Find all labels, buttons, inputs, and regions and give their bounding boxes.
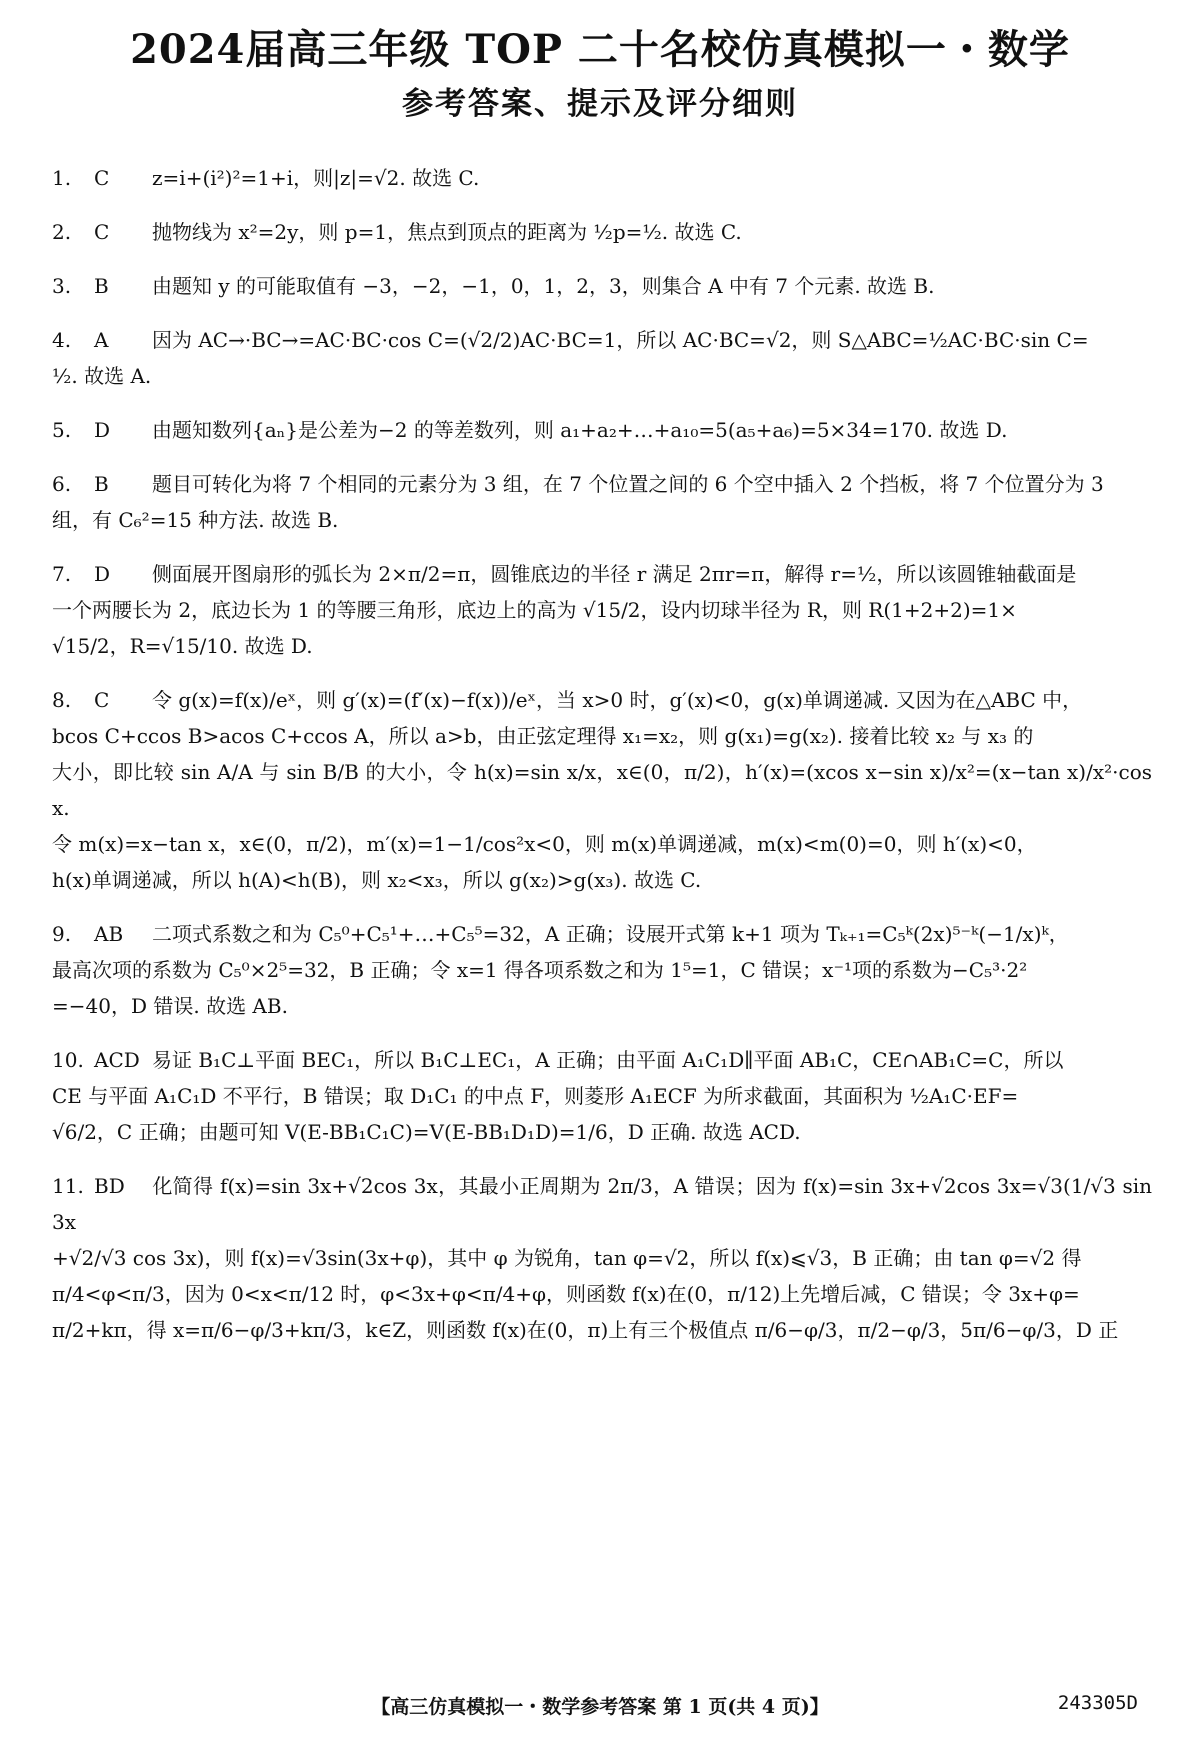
explanation-text: 由题知 y 的可能取值有 −3，−2，−1，0，1，2，3，则集合 A 中有 7 个元素. 故选 B. <box>152 274 935 298</box>
answer-choice: BD <box>94 1174 125 1198</box>
explanation-text: ½. 故选 A. <box>52 364 152 388</box>
question-number: 6. <box>52 472 72 496</box>
footer-code: 243305D <box>1057 1692 1138 1714</box>
answer-line <box>52 268 1152 304</box>
answer-line <box>52 862 1152 898</box>
answer-line <box>52 1078 1152 1114</box>
answer-choice: B <box>94 472 109 496</box>
answer-item <box>52 322 1152 394</box>
explanation-text: 题目可转化为将 7 个相同的元素分为 3 组，在 7 个位置之间的 6 个空中插入 2 个挡板，将 7 个位置分为 3 <box>152 472 1104 496</box>
answer-list <box>52 160 1152 1366</box>
answer-line <box>52 358 1152 394</box>
answer-line <box>52 1240 1152 1276</box>
question-number: 11. <box>52 1174 84 1198</box>
question-number: 2. <box>52 220 72 244</box>
page-title: 2024届高三年级 TOP 二十名校仿真模拟一・数学 <box>130 26 1070 73</box>
answer-line <box>52 916 1152 952</box>
answer-item <box>52 682 1152 898</box>
answer-line <box>52 754 1152 826</box>
answer-item <box>52 214 1152 250</box>
explanation-text: 一个两腰长为 2，底边长为 1 的等腰三角形，底边上的高为 √15/2，设内切球半径为 R，则 R(1+2+2)=1× <box>52 598 1017 622</box>
answer-choice: C <box>94 166 110 190</box>
explanation-text: 令 m(x)=x−tan x，x∈(0，π/2)，m′(x)=1−1/cos²x<0，则 m(x)单调递减，m(x)<m(0)=0，则 h′(x)<0， <box>52 832 1037 856</box>
explanation-text: 由题知数列{aₙ}是公差为−2 的等差数列，则 a₁+a₂+…+a₁₀=5(a₅+a₆)=5×34=170. 故选 D. <box>152 418 1008 442</box>
explanation-text: 侧面展开图扇形的弧长为 2×π/2=π，圆锥底边的半径 r 满足 2πr=π，解得 r=½，所以该圆锥轴截面是 <box>152 562 1077 586</box>
answer-item <box>52 160 1152 196</box>
answer-line <box>52 1114 1152 1150</box>
answer-line <box>52 826 1152 862</box>
answer-line <box>52 718 1152 754</box>
answer-line <box>52 1312 1152 1348</box>
answer-choice: B <box>94 274 109 298</box>
answer-line <box>52 952 1152 988</box>
answer-line <box>52 556 1152 592</box>
question-number: 7. <box>52 562 72 586</box>
explanation-text: +√2/√3 cos 3x)，则 f(x)=√3sin(3x+φ)，其中 φ 为锐角，tan φ=√2，所以 f(x)⩽√3，B 正确；由 tan φ=√2 得 <box>52 1246 1082 1270</box>
page-subtitle: 参考答案、提示及评分细则 <box>402 86 798 122</box>
explanation-text: z=i+(i²)²=1+i，则|z|=√2. 故选 C. <box>152 166 480 190</box>
answer-line <box>52 160 1152 196</box>
answer-choice: D <box>94 562 111 586</box>
explanation-text: 令 g(x)=f(x)/eˣ，则 g′(x)=(f′(x)−f(x))/eˣ，当 x>0 时，g′(x)<0，g(x)单调递减. 又因为在△ABC 中， <box>152 688 1083 712</box>
answer-line <box>52 988 1152 1024</box>
footer-page-info: 【高三仿真模拟一・数学参考答案 第 1 页(共 4 页)】 <box>371 1696 829 1718</box>
answer-line <box>52 592 1152 628</box>
question-number: 8. <box>52 688 72 712</box>
explanation-text: π/4<φ<π/3，因为 0<x<π/12 时，φ<3x+φ<π/4+φ，则函数 f(x)在(0，π/12)上先增后减，C 错误；令 3x+φ= <box>52 1282 1080 1306</box>
answer-line <box>52 1042 1152 1078</box>
answer-item <box>52 556 1152 664</box>
answer-choice: A <box>94 328 109 352</box>
answer-item <box>52 1042 1152 1150</box>
answer-line <box>52 1168 1152 1240</box>
answer-item <box>52 268 1152 304</box>
answer-line <box>52 214 1152 250</box>
answer-line <box>52 502 1152 538</box>
question-number: 10. <box>52 1048 84 1072</box>
explanation-text: bcos C+ccos B>acos C+ccos A，所以 a>b，由正弦定理得 x₁=x₂，则 g(x₁)=g(x₂). 接着比较 x₂ 与 x₃ 的 <box>52 724 1034 748</box>
explanation-text: √6/2，C 正确；由题可知 V(E-BB₁C₁C)=V(E-BB₁D₁D)=1/6，D 正确. 故选 ACD. <box>52 1120 801 1144</box>
answer-choice: C <box>94 688 110 712</box>
answer-choice: ACD <box>94 1048 140 1072</box>
answer-item <box>52 412 1152 448</box>
explanation-text: 二项式系数之和为 C₅⁰+C₅¹+…+C₅⁵=32，A 正确；设展开式第 k+1 项为 Tₖ₊₁=C₅ᵏ(2x)⁵⁻ᵏ(−1/x)ᵏ， <box>152 922 1069 946</box>
explanation-text: CE 与平面 A₁C₁D 不平行，B 错误；取 D₁C₁ 的中点 F，则菱形 A₁ECF 为所求截面，其面积为 ½A₁C·EF= <box>52 1084 1019 1108</box>
explanation-text: 化简得 f(x)=sin 3x+√2cos 3x，其最小正周期为 2π/3，A 错误；因为 f(x)=sin 3x+√2cos 3x=√3(1/√3 sin 3x <box>52 1174 1152 1234</box>
question-number: 1. <box>52 166 72 190</box>
page-footer <box>0 1692 1200 1728</box>
answer-line <box>52 322 1152 358</box>
question-number: 3. <box>52 274 72 298</box>
answer-line <box>52 466 1152 502</box>
question-number: 5. <box>52 418 72 442</box>
explanation-text: 大小，即比较 sin A/A 与 sin B/B 的大小，令 h(x)=sin x/x，x∈(0，π/2)，h′(x)=(xcos x−sin x)/x²=(x−tan x)/x²·cos x. <box>52 760 1152 820</box>
explanation-text: 最高次项的系数为 C₅⁰×2⁵=32，B 正确；令 x=1 得各项系数之和为 1⁵=1，C 错误；x⁻¹项的系数为−C₅³·2² <box>52 958 1028 982</box>
answer-choice: C <box>94 220 110 244</box>
explanation-text: 易证 B₁C⊥平面 BEC₁，所以 B₁C⊥EC₁，A 正确；由平面 A₁C₁D∥平面 AB₁C，CE∩AB₁C=C，所以 <box>152 1048 1064 1072</box>
explanation-text: =−40，D 错误. 故选 AB. <box>52 994 288 1018</box>
answer-line <box>52 412 1152 448</box>
answer-choice: D <box>94 418 111 442</box>
explanation-text: h(x)单调递减，所以 h(A)<h(B)，则 x₂<x₃，所以 g(x₂)>g(x₃). 故选 C. <box>52 868 702 892</box>
question-number: 9. <box>52 922 72 946</box>
answer-choice: AB <box>94 922 124 946</box>
answer-line <box>52 1276 1152 1312</box>
explanation-text: 因为 AC→·BC→=AC·BC·cos C=(√2/2)AC·BC=1，所以 AC·BC=√2，则 S△ABC=½AC·BC·sin C= <box>152 328 1089 352</box>
explanation-text: π/2+kπ，得 x=π/6−φ/3+kπ/3，k∈Z，则函数 f(x)在(0，π)上有三个极值点 π/6−φ/3，π/2−φ/3，5π/6−φ/3，D 正 <box>52 1318 1119 1342</box>
explanation-text: 组，有 C₆²=15 种方法. 故选 B. <box>52 508 339 532</box>
answer-item <box>52 916 1152 1024</box>
answer-line <box>52 682 1152 718</box>
answer-item <box>52 466 1152 538</box>
answer-line <box>52 628 1152 664</box>
answer-item <box>52 1168 1152 1348</box>
question-number: 4. <box>52 328 72 352</box>
explanation-text: √15/2，R=√15/10. 故选 D. <box>52 634 313 658</box>
explanation-text: 抛物线为 x²=2y，则 p=1，焦点到顶点的距离为 ½p=½. 故选 C. <box>152 220 742 244</box>
